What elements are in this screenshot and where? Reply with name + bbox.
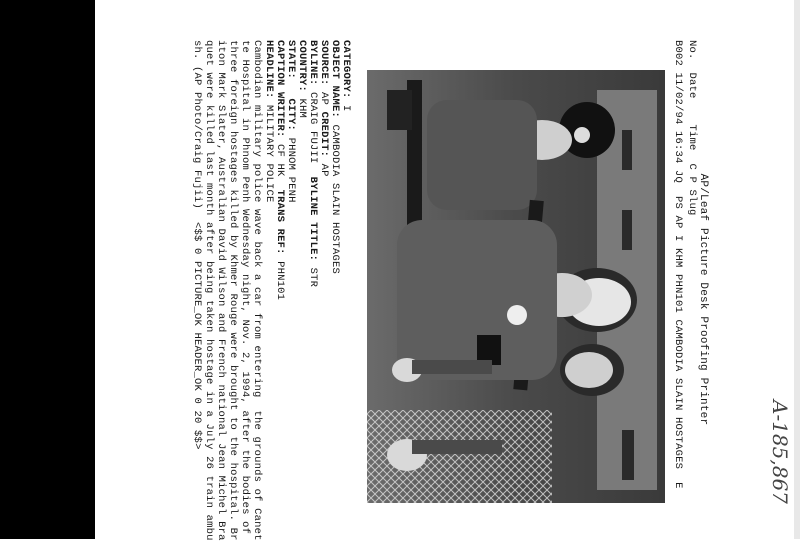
slug-line: B002 11/02/94 16:34 JQ PS AP I KHM PHN101 CAMBODIA SLAIN HOSTAGES E xyxy=(672,40,684,489)
caption-line: te Hospital in Phnom Penh Wednesday night, Nov. 2, 1994, after the bodies of xyxy=(239,40,251,535)
meta-category: CATEGORY: I xyxy=(340,40,352,112)
meta-country: COUNTRY: KHM xyxy=(296,40,308,119)
meta-state-city: STATE: CITY: PHNOM PENH xyxy=(285,40,297,203)
printer-title xyxy=(697,160,721,425)
caption-line: Cambodian military police wave back a car from entering the grounds of Canet xyxy=(251,40,263,541)
meta-object-name: OBJECT NAME: CAMBODIA SLAIN HOSTAGES xyxy=(329,40,341,275)
news-photo xyxy=(367,70,665,503)
military-police-photo xyxy=(367,70,665,503)
meta-source-credit: SOURCE: AP CREDIT: AP xyxy=(318,40,330,177)
caption-line: sh. (AP Photo/Craig Fujii) <$$ 0 PICTURE_OK HEADER_OK 0 20 $$> xyxy=(191,40,203,450)
scan-border xyxy=(0,0,95,539)
meta-byline: BYLINE: CRAIG FUJII BYLINE TITLE: STR xyxy=(307,40,319,288)
caption-line: quet were killed last month after being taken hostage in a July 26 train ambu xyxy=(203,40,215,541)
scan-border-right xyxy=(794,0,800,539)
meta-caption-writer: CAPTION WRITER: CF HK TRANS REF: PHN101 xyxy=(274,40,286,301)
meta-headline: HEADLINE: MILITARY POLICE xyxy=(263,40,275,203)
column-headings: No. Date Time C P Slug xyxy=(686,40,698,216)
caption-line: iton Mark Slater, Australian David Wilson and French national Jean Michel Bra xyxy=(215,40,227,541)
printer-title-text: AP/Leaf Picture Desk Proofing Printer xyxy=(697,173,709,426)
handwritten-note: A-185,867 xyxy=(768,400,792,504)
caption-line: three foreign hostages killed by Khmer Rouge were brought to the hospital. Br xyxy=(227,40,239,541)
